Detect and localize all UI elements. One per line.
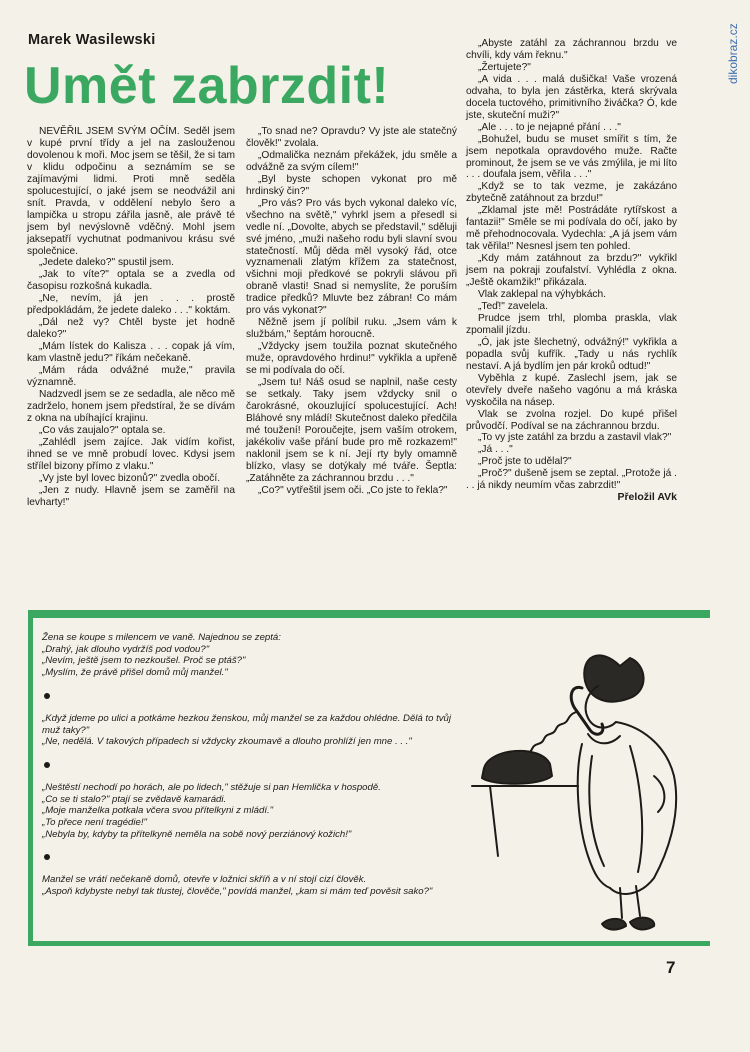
article-paragraph: „Jak to víte?" optala se a zvedla od časopisu rozkošná kukadla. xyxy=(27,269,235,293)
article-paragraph: „Co vás zaujalo?" optala se. xyxy=(39,424,166,436)
article-paragraph: „Jen z nudy. Hlavně jsem se zaměřil na levharty!" xyxy=(27,484,235,508)
article-column-2 xyxy=(246,126,457,497)
article-paragraph: „Zklamal jste mě! Postrádáte rytířskost a fantazii!" Směle se mi podívala do očí, jako by mě přehodnocovala. Vydechla: „A já jsem vám tak věřila!" Nesnesl jsem ten pohled. xyxy=(466,205,677,253)
joke-line: Manžel se vrátí nečekaně domů, otevře v ložnici skříň a v ní stojí cizí člověk. xyxy=(42,874,367,886)
cartoon-woman-phone-illustration xyxy=(470,626,700,936)
article-paragraph: „Mám ráda odvážné muže," pravila významně. xyxy=(27,365,235,389)
article-paragraph: Prudce jsem trhl, plomba praskla, vlak zpomalil jízdu. xyxy=(466,312,677,336)
article-paragraph: Nadzvedl jsem se ze sedadla, ale něco mě zadrželo, honem jsem předstíral, že se dívám z okna na ubíhající krajinu. xyxy=(27,388,235,424)
jokes-frame-top xyxy=(28,610,710,618)
article-paragraph: „Zahlédl jsem zajíce. Jak vidím kořist, ihned se ve mně probudí lovec. Kdysi jsem střílel bizony přímo z vlaku." xyxy=(27,436,235,472)
article-paragraph: „Bohužel, budu se muset smířit s tím, že jsem nepotkala opravdového muže. Račte prominout, že jsem se ve vás zmýlila, je mi líto . . . doufala jsem, věřila . . ." xyxy=(466,133,677,181)
article-paragraph: „Já . . ." xyxy=(478,444,513,456)
joke-line: Žena se koupe s milencem ve vaně. Najednou se zeptá: xyxy=(42,632,281,643)
joke-line: „Ne, nedělá. V takových případech si vždycky zkoumavě a dlouho prohlíží jen mne . . ." xyxy=(42,736,412,748)
article-paragraph: „Pro vás? Pro vás bych vykonal daleko víc, všechno na světě," vyhrkl jsem a přesedl si vedle ní. „Dovolte, abych se představil," sděluji své jméno, „muži našeho rodu byli slavní svou statečností. Můj děda měl vysoký řád, otce vyznamenali zlatým křížem za statečnost, všichni moji předkové se pokryli slávou při obraně vlasti! Snad si nemyslíte, že poruším tradice předků? Mluvte bez zábran! Co mám pro vás vykonat?" xyxy=(246,197,457,317)
joke-line: „Moje manželka potkala včera svou přítelkyni z mládí." xyxy=(42,805,274,817)
article-paragraph: „Ale . . . to je nejapné přání . . ." xyxy=(478,121,621,133)
joke-line: „Když jdeme po ulici a potkáme hezkou ženskou, můj manžel se za každou ohlédne. Dělá to tvůj muž taky?" xyxy=(42,712,452,736)
article-paragraph: „Když se to tak vezme, je zakázáno zbytečně zatáhnout za brzdu!" xyxy=(466,181,677,205)
article-paragraph: „Byl byste schopen vykonat pro mě hrdinský čin?" xyxy=(246,173,457,197)
watermark-text[interactable]: dikobraz.cz xyxy=(726,23,740,84)
joke-separator-bullet xyxy=(44,762,50,768)
article-paragraph: „A vida . . . malá dušička! Vaše vrozená odvaha, to byla jen zástěrka, která skrývala docela tuctového, primitivního živáčka? Ó, kde jste, skuteční muži?" xyxy=(466,73,677,121)
article-paragraph: „Vždycky jsem toužila poznat skutečného muže, opravdového hrdinu!" vykřikla a upřeně se mi podívala do očí. xyxy=(246,341,457,377)
jokes-frame-left xyxy=(28,610,33,946)
article-paragraph: „Co?" vytřeštil jsem oči. „Co jste to řekla?" xyxy=(258,484,448,496)
joke-line: „Drahý, jak dlouho vydržíš pod vodou?" xyxy=(42,643,210,655)
joke-separator-bullet xyxy=(44,693,50,699)
article-paragraph: „Jsem tu! Náš osud se naplnil, naše cesty se setkaly. Taky jsem vždycky snil o čarokrásné, okouzlující spolucestující. Ach! Bláhové sny mládí! Skutečnost daleko předčila mé toužení! Poroučejte, jsem vaším otrokem, jakékoliv vaše přání bude pro mě rozkazem!" naklonil jsem se k ní. Její rty byly omamně blízko, vlasy se dotýkaly mé tváře. Šeptla: „Zatáhněte za záchrannou brzdu . . ." xyxy=(246,377,457,484)
joke-line: „Nevím, ještě jsem to nezkoušel. Proč se ptáš?" xyxy=(42,655,246,667)
joke-line: „Co se ti stalo?" ptají se zvědavě kamarádi. xyxy=(42,793,227,805)
article-paragraph: „Ne, nevím, já jen . . . prostě předpokládám, že jedete daleko . . ." koktám. xyxy=(27,293,235,317)
article-paragraph: „Mám lístek do Kalisza . . . copak já vím, kam vlastně jedu?" říkám nečekaně. xyxy=(27,341,235,365)
article-paragraph: NEVĚŘIL JSEM SVÝM OČÍM. Seděl jsem v kupé první třídy a jel na zaslouženou dovolenou k moři. Moc jsem se těšil, že si tam v klidu odpočinu a seznámím se se zajímavými lidmi. Proti mně seděla spolucestující, o jaké jsem se neodvážil ani snít. Pravda, v oddělení nebylo šero a lampička u stropu zářila jasně, ale právě té jsem byl nevýslovně vděčný. Mohl jsem jaksepatří vychutnat podmanivou krásu své společnice. xyxy=(27,126,235,257)
article-paragraph: „Vy jste byl lovec bizonů?" zvedla obočí. xyxy=(39,472,221,484)
article-column-3-text xyxy=(466,38,677,492)
article-paragraph: Vyběhla z kupé. Zaslechl jsem, jak se otevřely dveře našeho vagónu a má kráska vyskočila na násep. xyxy=(466,372,677,408)
article-paragraph: Vlak zaklepal na výhybkách. xyxy=(478,289,606,301)
joke-line: „To přece není tragédie!" xyxy=(42,817,147,829)
joke xyxy=(42,713,460,748)
article-column-3 xyxy=(466,38,677,504)
article-paragraph: „Kdy mám zatáhnout za brzdu?" vykřikl jsem na pokraji zoufalství. Vyhlédla z okna. „Ještě okamžik!" přikázala. xyxy=(466,253,677,289)
joke-line: „Nebyla by, kdyby ta přítelkyně neměla na sobě nový perziánový kožich!" xyxy=(42,828,352,840)
joke xyxy=(42,874,460,897)
article-column-1 xyxy=(27,126,235,509)
joke-line: „Aspoň kdybyste nebyl tak tlustej, člověče," povídá manžel, „kam si mám teď pověsit sako?" xyxy=(42,886,433,898)
joke xyxy=(42,782,460,841)
joke-line: „Myslím, že právě přišel domů můj manžel." xyxy=(42,667,228,679)
article-paragraph: Vlak se zvolna rozjel. Do kupé přišel průvodčí. Podíval se na záchrannou brzdu. xyxy=(466,408,677,432)
translator-credit: Přeložil AVk xyxy=(617,491,677,504)
article-paragraph: „To snad ne? Opravdu? Vy jste ale statečný člověk!" zvolala. xyxy=(246,126,457,149)
jokes-section xyxy=(42,632,460,898)
joke xyxy=(42,632,460,679)
author-name: Marek Wasilewski xyxy=(28,32,156,48)
joke-separator-bullet xyxy=(44,854,50,860)
article-paragraph: „Proč?" dušeně jsem se zeptal. „Protože já . . . já nikdy neumím včas zabrzdit!" xyxy=(466,468,677,492)
article-paragraph: „Dál než vy? Chtěl byste jet hodně daleko?" xyxy=(27,317,235,341)
page-number: 7 xyxy=(666,958,676,977)
article-paragraph: „Ó, jak jste šlechetný, odvážný!" vykřikla a popadla svůj kufřík. „Tady u nás rychlík nestaví. A já bydlím jen pár kroků odtud!" xyxy=(466,336,677,372)
article-paragraph: „Jedete daleko?" spustil jsem. xyxy=(39,257,174,269)
article-paragraph: „Odmalička neznám překážek, jdu směle a odvážně za svým cílem!" xyxy=(246,149,457,173)
article-paragraph: „Proč jste to udělal?" xyxy=(478,456,572,468)
joke-line: „Neštěstí nechodí po horách, ale po lidech," stěžuje si pan Hemlička v hospodě. xyxy=(42,781,381,793)
article-title: Umět zabrzdit! xyxy=(24,57,390,115)
article-paragraph: „Teď!" zavelela. xyxy=(478,300,548,312)
article-paragraph: „Abyste zatáhl za záchrannou brzdu ve chvíli, kdy vám řeknu." xyxy=(466,38,677,61)
article-paragraph: „Žertujete?" xyxy=(478,61,531,73)
jokes-frame-bottom xyxy=(28,941,710,946)
article-paragraph: Něžně jsem jí políbil ruku. „Jsem vám k službám," šeptám horoucně. xyxy=(246,317,457,341)
article-paragraph: „To vy jste zatáhl za brzdu a zastavil vlak?" xyxy=(478,432,672,444)
